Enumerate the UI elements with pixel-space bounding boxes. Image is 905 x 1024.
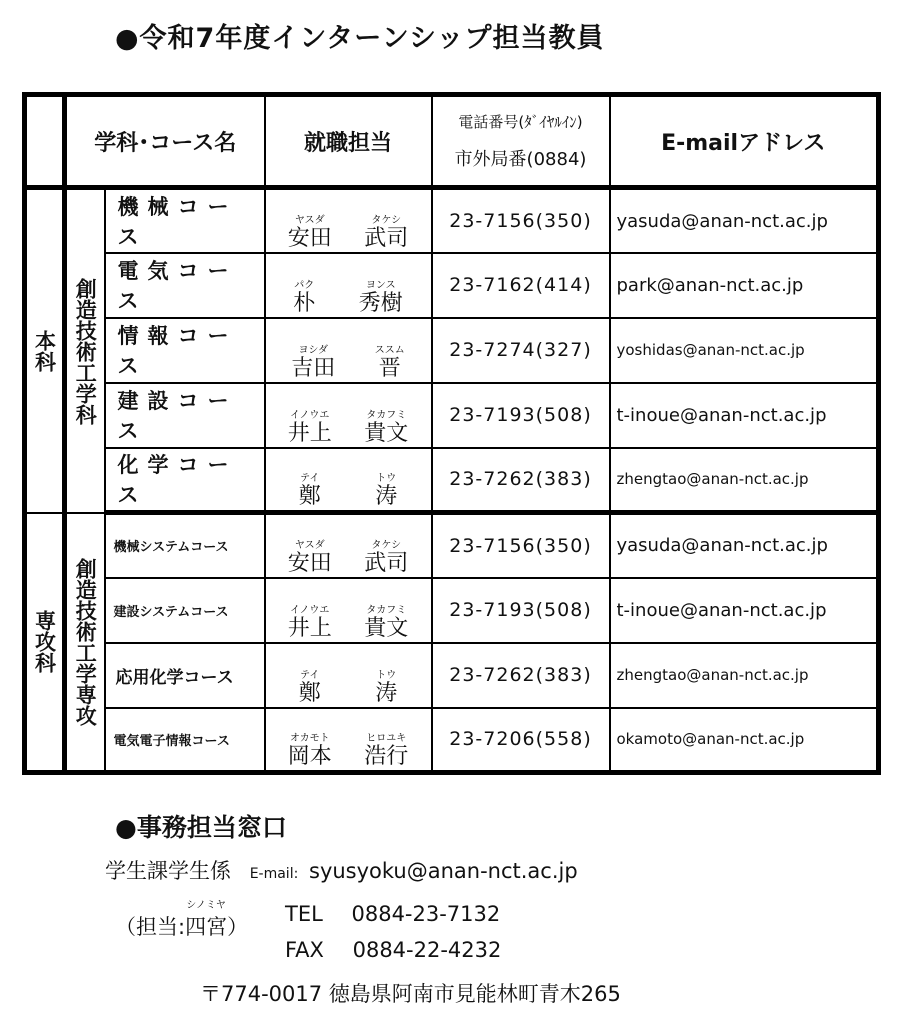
course-name: 情報コース (105, 318, 265, 383)
ruby: ヨンス (365, 279, 396, 291)
table-row (25, 253, 879, 318)
ruby: ススム (374, 344, 405, 356)
fax-number: 0884-22-4232 (352, 938, 502, 962)
fax-label: FAX (285, 938, 324, 962)
ruby: イノウエ (290, 604, 330, 616)
ruby: タケシ (371, 214, 402, 226)
family-name: 鄭 (298, 680, 321, 706)
group-label-honka (25, 188, 65, 513)
office-email[interactable]: syusyoku@anan-nct.ac.jp (309, 859, 578, 883)
email-address[interactable]: t-inoue@anan-nct.ac.jp (610, 383, 879, 448)
header-phone (432, 95, 610, 188)
ruby: ヨシダ (298, 344, 329, 356)
tel-line (285, 902, 500, 926)
dept-name: 創造技術工学科 (73, 277, 98, 425)
phone-number: 23-7156(350) (432, 188, 610, 253)
contact-suffix: ） (227, 915, 249, 939)
page-title: ●令和7年度インターンシップ担当教員 (115, 23, 605, 54)
dept-name: 創造技術工学専攻 (73, 557, 98, 726)
staff-name (265, 643, 432, 708)
given-name: 晋 (378, 355, 401, 381)
header-staff: 就職担当 (265, 95, 432, 188)
staff-name (265, 318, 432, 383)
office-address: 〒774-0017 徳島県阿南市見能林町青木265 (200, 982, 621, 1006)
group-label: 専攻科 (32, 610, 57, 674)
email-address[interactable]: zhengtao@anan-nct.ac.jp (610, 643, 879, 708)
phone-number: 23-7262(383) (432, 448, 610, 513)
course-name: 機械コース (105, 188, 265, 253)
course-name: 応用化学コース (105, 643, 265, 708)
ruby: タカフミ (366, 409, 407, 421)
email-address[interactable]: yasuda@anan-nct.ac.jp (610, 188, 879, 253)
table-row (25, 188, 879, 253)
dept-label (65, 513, 105, 773)
course-name: 化学コース (105, 448, 265, 513)
email-address[interactable]: yasuda@anan-nct.ac.jp (610, 513, 879, 578)
table-row (25, 578, 879, 643)
course-name: 建設システムコース (105, 578, 265, 643)
family-name: 吉田 (291, 355, 336, 381)
phone-number: 23-7206(558) (432, 708, 610, 773)
table-row (25, 708, 879, 773)
given-name: 浩行 (364, 744, 409, 769)
email-address[interactable]: zhengtao@anan-nct.ac.jp (610, 448, 879, 513)
given-name: 武司 (364, 225, 409, 251)
given-name: 涛 (375, 680, 398, 706)
email-address[interactable]: yoshidas@anan-nct.ac.jp (610, 318, 879, 383)
table-row (25, 513, 879, 578)
contact-prefix: （担当: (115, 915, 186, 939)
header-email: E-mailアドレス (610, 95, 879, 188)
table-row (25, 643, 879, 708)
ruby: タケシ (371, 539, 402, 551)
given-name: 貴文 (364, 420, 409, 446)
dept-label (65, 188, 105, 513)
table-row (25, 383, 879, 448)
ruby: テイ (300, 669, 320, 681)
group-label-senkoka (25, 513, 65, 773)
staff-name (265, 383, 432, 448)
table-row (25, 318, 879, 383)
ruby: ヤスダ (294, 214, 325, 226)
phone-number: 23-7274(327) (432, 318, 610, 383)
family-name: 井上 (287, 420, 332, 446)
phone-number: 23-7156(350) (432, 513, 610, 578)
phone-number: 23-7193(508) (432, 383, 610, 448)
course-name: 電気コース (105, 253, 265, 318)
family-name: 安田 (287, 550, 332, 576)
ruby: ヒロユキ (366, 733, 407, 744)
given-name: 貴文 (364, 615, 409, 641)
staff-table (22, 92, 881, 775)
family-name: 朴 (293, 290, 316, 316)
ruby: トウ (376, 669, 397, 681)
ruby: テイ (300, 473, 320, 485)
office-section: 学生課学生係 (105, 859, 231, 883)
tel-label: TEL (285, 902, 323, 926)
group-label: 本科 (32, 330, 57, 372)
ruby: イノウエ (290, 409, 330, 421)
family-name: 井上 (287, 615, 332, 641)
staff-name (265, 448, 432, 513)
staff-name (265, 708, 432, 773)
ruby: ヤスダ (294, 539, 325, 551)
contact-ruby: シノミヤ (186, 900, 226, 911)
email-address[interactable]: park@anan-nct.ac.jp (610, 253, 879, 318)
ruby: パク (294, 279, 315, 291)
staff-name (265, 253, 432, 318)
staff-name (265, 188, 432, 253)
staff-name (265, 578, 432, 643)
office-contact-line (115, 900, 248, 941)
ruby: タカフミ (366, 604, 407, 616)
given-name: 武司 (364, 550, 409, 576)
phone-number: 23-7262(383) (432, 643, 610, 708)
course-name: 機械システムコース (105, 513, 265, 578)
header-dept-course: 学科･コース名 (65, 95, 265, 188)
email-address[interactable]: okamoto@anan-nct.ac.jp (610, 708, 879, 773)
header-phone-line1: 電話番号(ﾀﾞｲﾔﾙｲﾝ) (458, 113, 583, 132)
tel-number: 0884-23-7132 (351, 902, 501, 926)
given-name: 秀樹 (358, 290, 403, 316)
family-name: 鄭 (298, 484, 321, 510)
fax-line (285, 938, 501, 962)
office-email-line (105, 855, 578, 885)
office-heading: ●事務担当窓口 (115, 813, 287, 842)
ruby: オカモト (289, 733, 330, 744)
contact-name: 四宮 (185, 915, 228, 939)
family-name: 岡本 (287, 744, 332, 769)
course-name: 電気電子情報コース (105, 708, 265, 773)
table-row (25, 448, 879, 513)
family-name: 安田 (287, 225, 332, 251)
phone-number: 23-7193(508) (432, 578, 610, 643)
course-name: 建設コース (105, 383, 265, 448)
header-corner (25, 95, 65, 188)
given-name: 涛 (375, 484, 398, 510)
email-address[interactable]: t-inoue@anan-nct.ac.jp (610, 578, 879, 643)
ruby: トウ (376, 473, 397, 485)
staff-name (265, 513, 432, 578)
header-phone-line2: 市外局番(0884) (454, 149, 587, 171)
email-label: E-mail: (249, 866, 299, 882)
phone-number: 23-7162(414) (432, 253, 610, 318)
table-header-row (25, 95, 879, 188)
